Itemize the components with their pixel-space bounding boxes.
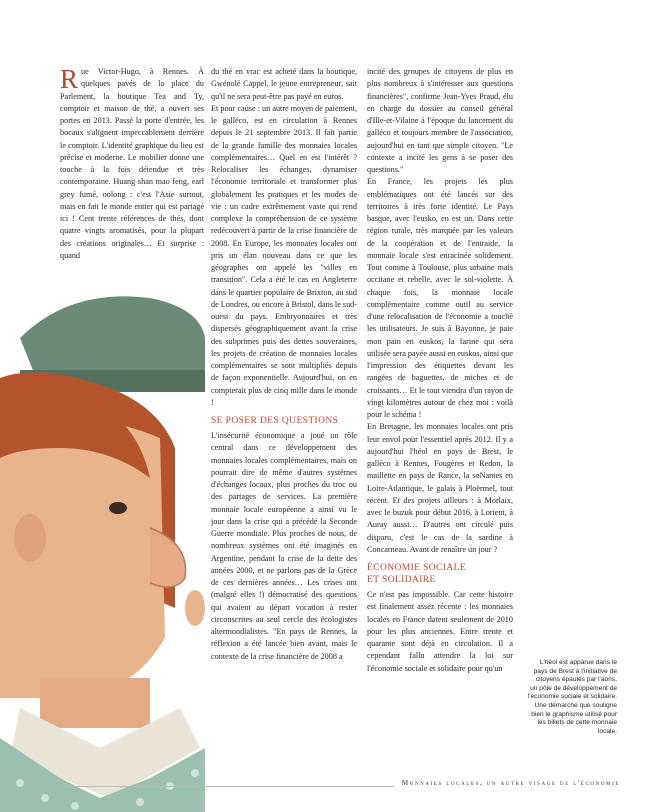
article-column-2: [211, 66, 357, 774]
section-heading: SE POSER DES QUESTIONS: [211, 416, 339, 426]
ear-shape: [14, 514, 46, 562]
section-heading: [367, 562, 513, 586]
article-column-1: [60, 66, 204, 286]
section-heading-line: ÉCONOMIE SOCIALE: [367, 563, 467, 573]
body-paragraph: incité des groupes de citoyens de plus en plus nombreux à s'intéresser aux questions financières", confirme Jean-Yves Praud, élu en charge du dossier au conseil général d'Ille-et-Vilaine à l'époque du lancement du galléco et toujours membre de l'association, aujourd'hui en tant que simple citoyen. "Le contexte a incité les gens à se poser des questions.": [367, 67, 513, 174]
body-paragraph: L'insécurité économique a joué un rôle central dans ce développement des monnaies locales complémentaires, mais on pourrait dire de même d'autres systèmes d'échanges locaux, plus proches du troc ou des partages de services. La première monnaie locale européenne a ainsi vu le jour dans la crise qui a précédé la Seconde Guerre mondiale. Plus proches de nous, de nombreux systèmes ont été imaginés en Argentine, pendant la crise de la dette des années 2000, et ne parlons pas de la Grèce de ces dernières années… Les crises ont (malgré elles !) démocratisé des questions qui avaient au départ vocation à rester circonscrites au seul cercle des écologistes altermondialistes. "En pays de Rennes, la réflexion a été lancée bien avant, mais le contexte de la crise financière de 2008 a: [211, 431, 357, 661]
eye-shape: [109, 502, 127, 514]
section-heading-line: ET SOLIDAIRE: [367, 575, 436, 585]
drop-cap: R: [60, 66, 79, 94]
body-paragraph: Ce n'est pas impossible. Car cette histoire est finalement assez récente : les monnaies locales en France datent seulement de 2010 pour les plus anciennes. Entre trente et quarante sont déjà en circulation. Il a cependant fallu attendre la loi sur l'économie sociale et solidaire pour qu'un: [367, 590, 513, 673]
intro-paragraph: ue Victor-Hugo, à Rennes. À quelques pavés de la place du Parlement, la boutique Tea and Ty, comptoir et maison de thé, a ouvert ses portes en 2013. Passé la porte d'entrée, les bocaux s'alignent impeccablement derrière le comptoir. L'identité graphique du lieu est précise et moderne. Le mobilier donne une touche à la fois détendue et très contemporaine. Huang shan mao feng, earl grey fumé, oolong : c'est l'Asie surtout, mais en fait le monde entier qui est partagé ici ! Cent trente références de thés, dont quatre vingts aromatisés, pour la plupart des créations originales… Et surprise : quand: [60, 67, 204, 260]
body-paragraph: En France, les projets les plus emblématiques ont été lancés sur des territoires à très forte identité. Le Pays basque, avec l'eusko, en est un. Dans cette région rurale, très marquée par les valeurs de la coopération et de l'entraide, la monnaie locale s'est enracinée solidement. Tout comme à Toulouse, plus urbaine mais occitane et rebelle, avec le sol-violette. À chaque fois, la monnaie locale complémentaire comme outil au service d'une relocalisation de l'économie a touché les utilisateurs. Je suis à Bayonne, je paie mon pain en euskos, la farine qui sera utilisée sera payée aussi en euskos, ainsi que l'impression des étiquettes devant les rangées de baguettes, de miches et de croissants… Et le tout viendra d'un rayon de vingt kilomètres autour de chez moi : voilà pour le schéma !: [367, 177, 513, 419]
article-column-3: [367, 66, 513, 774]
image-caption: L'héol est apparue dans le pays de Brest à l'initiative de citoyens épaulés par l'aoris, un pôle de développement de l'économie sociale et solidaire. Une démarche que souligne bien le graphisme utilisé pour les billets de cette monnaie locale.: [527, 659, 617, 735]
body-paragraph: Et pour cause : un autre moyen de paiement, le galléco, est en circulation à Rennes depuis le 21 septembre 2013. Il fait partie de la grande famille des monnaies locales complémentaires… Quel en est l'intérêt ? Relocaliser les échanges, dynamiser l'économie territoriale et transformer plus globalement les pratiques et les modes de vie : un cadre extrêmement vaste qui rend complexe la compréhension de ce système redécouvert à partir de la crise financière de 2008. En Europe, les monnaies locales ont pris un élan nouveau dans ce que les géographes ont appelé les "villes en transition". Cela a été le cas en Angleterre dans le quartier populaire de Brixton, au sud de Londres, ou encore à Bristol, dans le sud-ouest du pays. Embryonnaires et très dispersés géographiquement avant la crise des subprimes puis des dettes souveraines, les projets de création de monnaies locales complémentaires se sont multipliés depuis de façon exponentielle. Aujourd'hui, on en compterait plus de cinq mille dans le monde !: [211, 103, 357, 407]
running-footer: Monnaies locales, un autre visage de l'économie: [394, 779, 620, 787]
banknote-character-illustration: [0, 278, 205, 812]
neck-shape: [40, 678, 150, 728]
body-paragraph: En Bretagne, les monnaies locales ont pris leur envol pour l'essentiel après 2012. Il y a aujourd'hui l'héol en pays de Brest, le galléco à Rennes, Fougères et Redon, la maillette en pays de Rance, la soNantes en Loire-Atlantique, le galais à Ploërmel, tout récent. Et des projets ailleurs : à Morlaix, avec le buzuk pour début 2016, à Lorient, à Auray aussi… D'autres ont circulé puis disparu, c'est le cas de la sardine à Concarneau. Avant de renaître un jour ?: [367, 422, 513, 554]
finger-shape: [185, 590, 205, 626]
body-paragraph: du thé en vrac est acheté dans la boutique, Gwénolé Cappel, le jeune entrepreneur, sait qu'il ne sera peut-être pas payé en euros.: [211, 67, 357, 101]
